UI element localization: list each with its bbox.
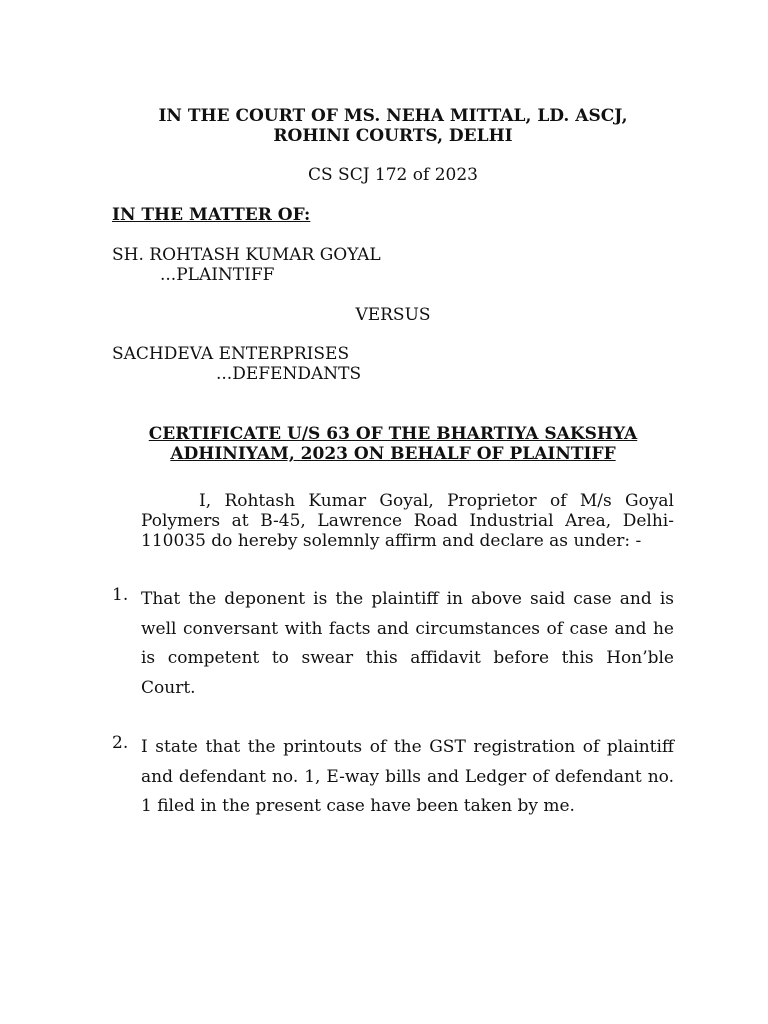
court-heading-line2: ROHINI COURTS, DELHI [273, 126, 513, 146]
list-item-number: 2. [112, 733, 129, 753]
certificate-title [110, 424, 676, 464]
intro-paragraph: I, Rohtash Kumar Goyal, Proprietor of M/s Goyal Polymers at B-45, Lawrence Road Industrial Area, Delhi-110035 do hereby solemnly affirm and declare as under: - [141, 491, 674, 551]
court-heading-line1: IN THE COURT OF MS. NEHA MITTAL, LD. ASCJ, [158, 106, 628, 126]
defendant-role: ...DEFENDANTS [216, 364, 362, 384]
matter-label: IN THE MATTER OF: [112, 205, 311, 225]
plaintiff-role: ...PLAINTIFF [160, 265, 275, 285]
certificate-title-line2: ADHINIYAM, 2023 ON BEHALF OF PLAINTIFF [170, 444, 616, 464]
plaintiff-name: SH. ROHTASH KUMAR GOYAL [112, 245, 381, 265]
list-item-number: 1. [112, 585, 129, 605]
list-item-text: I state that the printouts of the GST registration of plaintiff and defendant no. 1, E-way bills and Ledger of defendant no. 1 filed in the present case have been taken by me. [141, 737, 674, 817]
certificate-title-line1: CERTIFICATE U/S 63 OF THE BHARTIYA SAKSHYA [148, 424, 638, 444]
court-heading [100, 106, 686, 146]
list-item-text: That the deponent is the plaintiff in above said case and is well conversant with facts and circumstances of case and he is competent to swear this affidavit before this Hon’ble Court. [141, 589, 674, 699]
defendant-name: SACHDEVA ENTERPRISES [112, 344, 350, 364]
versus-label: VERSUS [355, 305, 431, 325]
list-item [112, 733, 674, 822]
list-item [112, 585, 674, 704]
case-number: CS SCJ 172 of 2023 [308, 165, 478, 185]
